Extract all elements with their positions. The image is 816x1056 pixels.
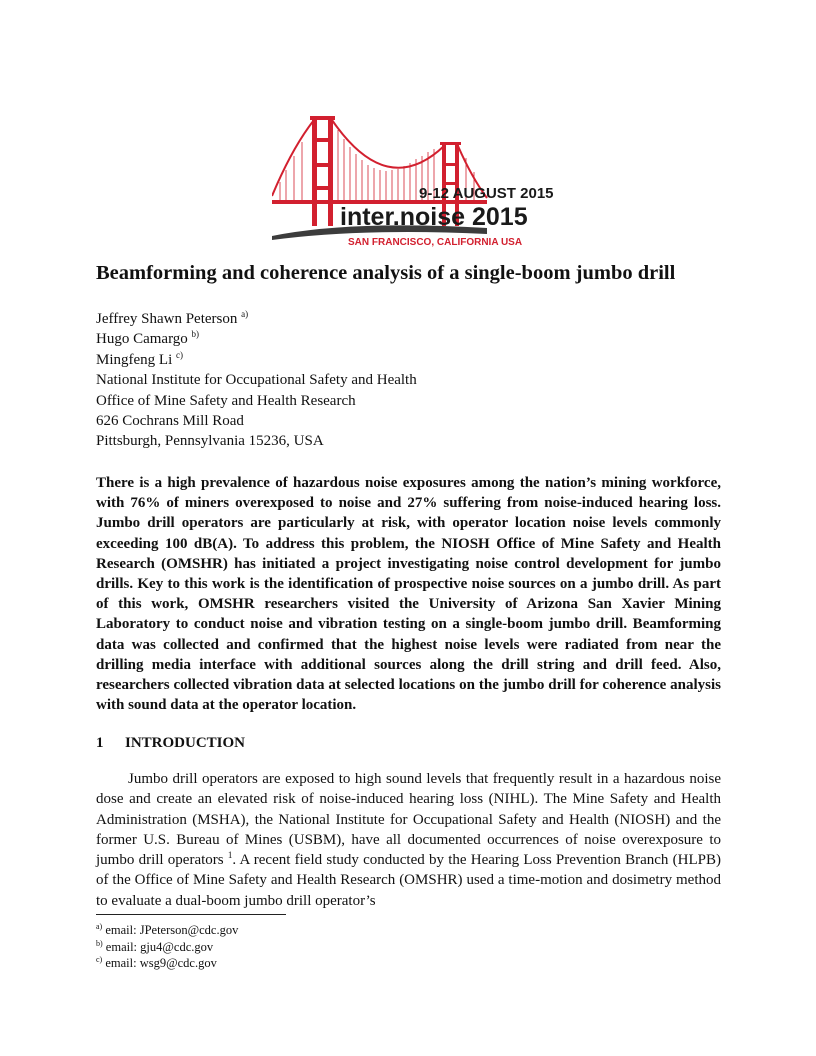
golden-gate-bridge-icon <box>272 108 562 250</box>
author-footnote-mark: b) <box>191 329 200 340</box>
author-footnote-mark: c) <box>176 349 183 360</box>
footnote-mark: a) <box>96 922 103 931</box>
footnote-text: email: JPeterson@cdc.gov <box>105 923 239 937</box>
intro-paragraph <box>96 769 721 911</box>
footnote-mark: b) <box>96 938 103 948</box>
section-title: INTRODUCTION <box>125 735 246 751</box>
footnote-text: email: wsg9@cdc.gov <box>105 956 217 970</box>
paper-title: Beamforming and coherence analysis of a single-boom jumbo drill <box>96 262 676 284</box>
conference-name: inter.noise 2015 <box>340 203 528 231</box>
footnote-mark: c) <box>96 955 103 964</box>
footnote-divider <box>96 914 286 915</box>
author-block <box>96 309 696 452</box>
intro-text: Jumbo drill operators are exposed to high sound levels that frequently result in a hazardous noise dose and create an elevated risk of noise-induced hearing loss (NIHL). The Mine Safety and Health Administration (MSHA), the National Institute for Occupational Safety and Health (NIOSH) and the former U.S. Bureau of Mines (USBM), have all documented occurrences of noise overexposure to jumbo drill operators <box>96 771 721 869</box>
author-line <box>96 350 696 370</box>
author-name: Hugo Camargo <box>96 331 188 348</box>
section-heading <box>96 733 496 753</box>
author-name: Mingfeng Li <box>96 351 173 368</box>
conference-location: SAN FRANCISCO, CALIFORNIA USA <box>348 237 523 248</box>
section-number: 1 <box>96 735 104 751</box>
conference-logo <box>272 108 562 250</box>
author-line <box>96 309 696 329</box>
footnote <box>96 922 496 939</box>
reference-mark: 1 <box>227 850 233 861</box>
footnotes <box>96 922 496 972</box>
footnote <box>96 955 496 972</box>
affiliation-line: 626 Cochrans Mill Road <box>96 413 244 430</box>
conference-dates: 9-12 AUGUST 2015 <box>419 185 554 202</box>
intro-text-continued: . A recent field study conducted by the Hearing Loss Prevention Branch (HLPB) of the Office of Mine Safety and Health Research (OMSHR) used a time-motion and dosimetry method to evaluate a dual-boom jumbo drill operator’s <box>96 852 722 909</box>
affiliation-line: National Institute for Occupational Safety and Health <box>96 372 417 389</box>
author-name: Jeffrey Shawn Peterson <box>96 311 238 327</box>
author-line <box>96 329 696 349</box>
footnote <box>96 939 496 956</box>
footnote-text: email: gju4@cdc.gov <box>105 939 214 954</box>
affiliation-line: Office of Mine Safety and Health Research <box>96 392 356 409</box>
abstract: There is a high prevalence of hazardous noise exposures among the nation’s mining workforce, with 76% of miners overexposed to noise and 27% suffering from noise-induced hearing loss. Jumbo drill operators are particularly at risk, with operator location noise levels commonly exceeding 100 dB(A). To address this problem, the NIOSH Office of Mine Safety and Health Research (OMSHR) has initiated a project investigating noise control development for jumbo drills. Key to this work is the identification of prospective noise sources on a jumbo drill. As part of this work, OMSHR researchers visited the University of Arizona San Xavier Mining Laboratory to conduct noise and vibration testing on a single-boom jumbo drill. Beamforming data was collected and confirmed that the highest noise levels were radiated from near the drilling media interface with additional sources along the drill string and drill feed. Also, researchers collected vibration data at selected locations on the jumbo drill for coherence analysis with sound data at the operator location. <box>96 475 721 714</box>
author-footnote-mark: a) <box>241 309 249 319</box>
affiliation-line: Pittsburgh, Pennsylvania 15236, USA <box>96 433 324 450</box>
